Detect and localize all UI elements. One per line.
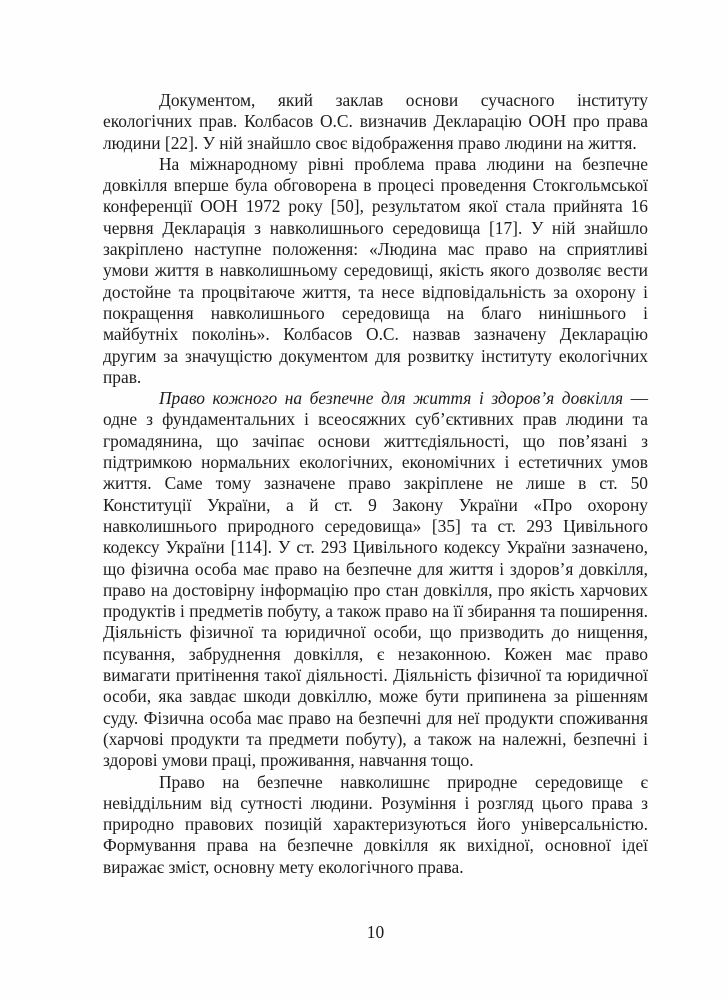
page-number: 10 bbox=[366, 922, 385, 942]
paragraph-text: Документом, який заклав основи сучасного інституту екологічних прав. Колбасов О.С. визначив Декларацію ООН про права людини [22]. У ній знайшло своє відображення право людини на життя. bbox=[103, 90, 648, 153]
paragraph-stockholm-declaration bbox=[103, 154, 648, 388]
paragraph-conclusion bbox=[103, 772, 648, 878]
paragraph-right-to-safe-environment bbox=[103, 388, 648, 771]
paragraph-text: На міжнародному рівні проблема права людини на безпечне довкілля вперше була обговорена в процесі проведення Стокгольмської конференції ООН 1972 року [50], результатом якої стала прийнята 16 червня Декларація з навколишнього середовища [17]. У ній знайшло закріплено наступне положення: «Людина мас право на сприятливі умови життя в навколишньому середовищі, якість якого дозволяє вести достойне та процвітаюче життя, та несе відповідальність за охорону і покращення навколишнього середовища на благо нинішнього і майбутніх поколінь». Колбасов О.С. назвав зазначену Декларацію другим за значущістю документом для розвитку інституту екологічних прав. bbox=[103, 153, 648, 387]
paragraph-lead-italic: Право кожного на безпечне для життя і здоров’я довкілля bbox=[159, 388, 624, 409]
page-body bbox=[103, 90, 648, 878]
paragraph-intro bbox=[103, 90, 648, 154]
paragraph-text: — одне з фундаментальних і всеосяжних суб’єктивних прав людини та громадянина, що зачіпає основи життєдіяльності, що пов’язані з підтримкою нормальних екологічних, економічних і естетичних умов життя. Саме тому зазначене право закріплене не лише в ст. 50 Конституції України, а й ст. 9 Закону України «Про охорону навколишнього природного середовища» [35] та ст. 293 Цивільного кодексу України [114]. У ст. 293 Цивільного кодексу України зазначено, що фізична особа має право на безпечне для життя і здоров’я довкілля, право на достовірну інформацію про стан довкілля, про якість харчових продуктів і предметів побуту, а також право на її збирання та поширення. Діяльність фізичної та юридичної особи, що призводить до нищення, псування, забруднення довкілля, є незаконною. Кожен має право вимагати притінення такої діяльності. Діяльність фізичної та юридичної особи, яка завдає шкоди довкіллю, може бути припинена за рішенням суду. Фізична особа має право на безпечні для неї продукти споживання (харчові продукти та предмети побуту), а також на належні, безпечні і здорові умови праці, проживання, навчання тощо. bbox=[103, 388, 648, 771]
paragraph-text: Право на безпечне навколишнє природне середовище є невіддільним від сутності людини. Розуміння і розгляд цього права з природно правових позицій характеризуються його універсальністю. Формування права на безпечне довкілля як вихідної, основної ідеї виражає зміст, основну мету екологічного права. bbox=[103, 771, 648, 877]
